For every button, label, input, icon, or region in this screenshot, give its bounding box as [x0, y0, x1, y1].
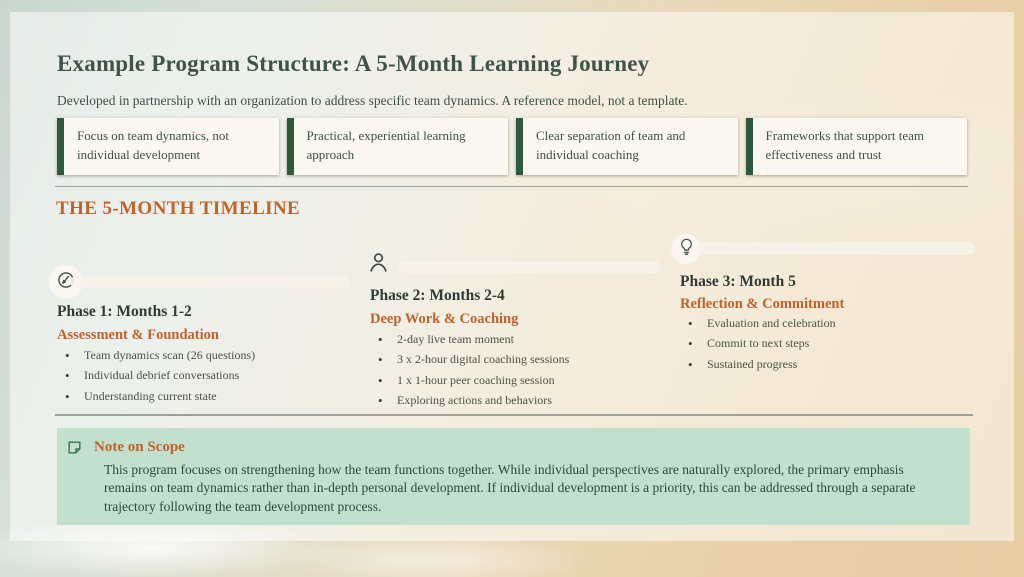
highlight-card-text: Focus on team dynamics, not individual development — [77, 128, 230, 162]
highlight-card-text: Practical, experiential learning approach — [306, 128, 466, 162]
list-item: • Team dynamics scan (26 questions) — [57, 348, 357, 364]
page-subtitle: Developed in partnership with an organization to address specific team dynamics. A reference model, not a template. — [57, 93, 688, 108]
phase3-list — [680, 316, 980, 377]
phase1-title: Phase 1: Months 1-2 — [57, 303, 192, 320]
highlight-card — [516, 118, 738, 175]
list-item: • Understanding current state — [57, 389, 357, 405]
phase1-subtitle: Assessment & Foundation — [57, 327, 219, 343]
list-item: • 3 x 2-hour digital coaching sessions — [370, 352, 670, 368]
timeline-bar-phase-3 — [698, 242, 975, 255]
phase2-title: Phase 2: Months 2-4 — [370, 287, 505, 304]
highlight-card-text: Clear separation of team and individual coaching — [536, 128, 686, 162]
list-item: • Commit to next steps — [680, 336, 980, 352]
list-item: • Exploring actions and behaviors — [370, 393, 670, 409]
note-body: This program focuses on strengthening how the team functions together. While individual perspectives are naturally explored, the primary emphasis remains on team dynamics rather than in-depth personal development. If individual development is a priority, this can be addressed through a separate trajectory following the team development process. — [104, 462, 916, 514]
phase3-icon-badge — [671, 234, 701, 264]
note-header — [66, 439, 944, 456]
list-item: • Evaluation and celebration — [680, 316, 980, 332]
list-item: • Sustained progress — [680, 357, 980, 373]
highlight-card — [746, 118, 968, 175]
phase3-subtitle: Reflection & Commitment — [680, 296, 845, 312]
highlight-card — [57, 118, 279, 175]
note-on-scope-box — [57, 428, 970, 525]
person-icon — [366, 250, 391, 280]
timeline-heading: THE 5-MONTH TIMELINE — [56, 198, 301, 219]
list-item: • 2-day live team moment — [370, 332, 670, 348]
phase1-list — [57, 348, 357, 409]
highlight-card-text: Frameworks that support team effectiveness and trust — [765, 128, 924, 162]
phase2-list — [370, 332, 670, 413]
phase3-title: Phase 3: Month 5 — [680, 273, 796, 290]
page-title: Example Program Structure: A 5-Month Learning Journey — [57, 51, 650, 76]
lightbulb-icon — [677, 237, 696, 261]
timeline-bar-phase-1 — [70, 276, 350, 288]
section-divider — [55, 186, 968, 187]
timeline-bar-phase-2 — [398, 261, 660, 273]
highlight-cards-row — [57, 118, 967, 175]
note-title: Note on Scope — [94, 439, 185, 455]
sticky-note-icon — [66, 439, 83, 456]
section-divider — [55, 414, 973, 416]
phase2-subtitle: Deep Work & Coaching — [370, 311, 519, 327]
list-item: • Individual debrief conversations — [57, 368, 357, 384]
list-item: • 1 x 1-hour peer coaching session — [370, 373, 670, 389]
highlight-card — [287, 118, 509, 175]
